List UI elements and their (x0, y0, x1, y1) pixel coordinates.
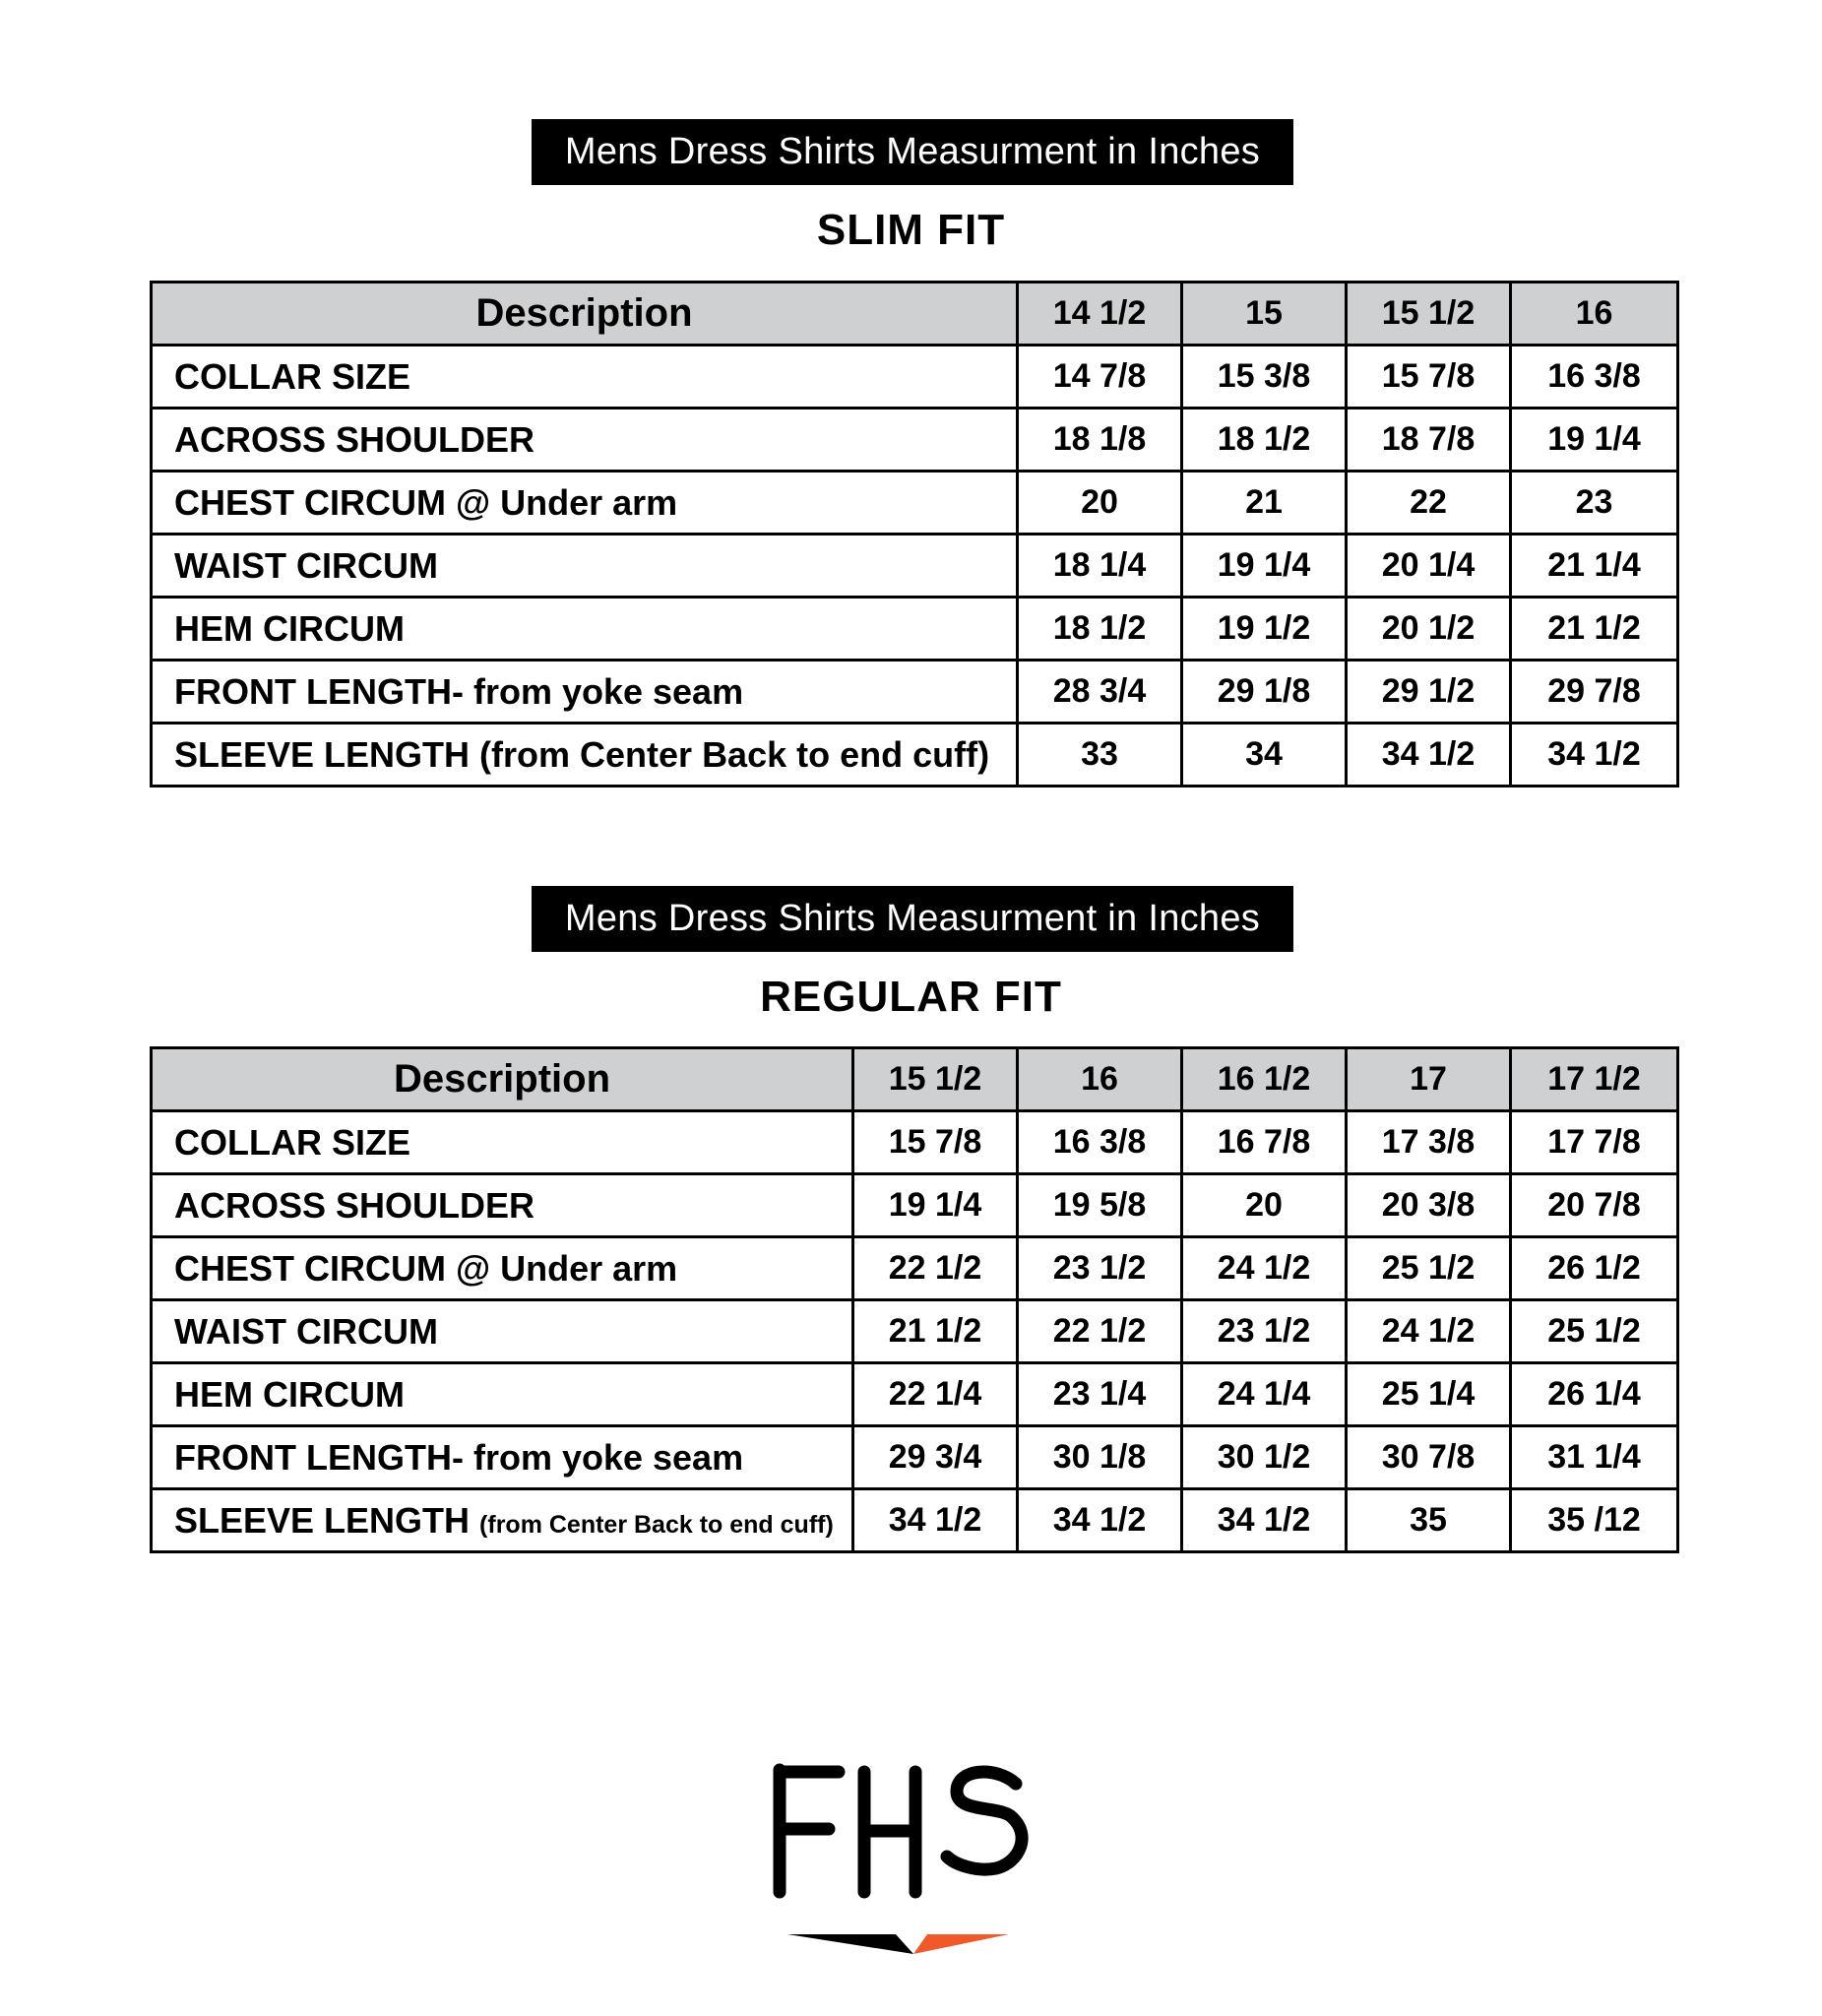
slim-banner: Mens Dress Shirts Measurment in Inches (532, 119, 1293, 185)
description-header: Description (152, 283, 1018, 346)
measurement-cell: 25 1/2 (1511, 1300, 1678, 1363)
row-label (152, 1300, 853, 1363)
row-label-text: ACROSS SHOULDER (174, 1184, 535, 1226)
measurement-cell: 20 7/8 (1511, 1174, 1678, 1237)
measurement-cell: 33 (1018, 724, 1182, 787)
regular-banner: Mens Dress Shirts Measurment in Inches (532, 886, 1293, 952)
description-header: Description (152, 1048, 853, 1111)
table-header-row (152, 283, 1678, 346)
measurement-cell: 25 1/4 (1347, 1363, 1511, 1426)
table-row (152, 472, 1678, 535)
measurement-cell: 15 7/8 (853, 1111, 1018, 1174)
row-label-text: HEM CIRCUM (174, 1373, 405, 1415)
regular-size-table (150, 1046, 1679, 1553)
measurement-cell: 15 3/8 (1182, 346, 1347, 409)
size-header: 15 1/2 (1347, 283, 1511, 346)
measurement-cell: 16 3/8 (1511, 346, 1678, 409)
measurement-cell: 29 1/8 (1182, 661, 1347, 724)
table-row (152, 1363, 1678, 1426)
size-header: 16 1/2 (1182, 1048, 1347, 1111)
measurement-cell: 23 1/2 (1018, 1237, 1182, 1300)
measurement-cell: 34 1/2 (1511, 724, 1678, 787)
row-label-text: SLEEVE LENGTH (from Center Back to end cuff) (174, 733, 990, 775)
measurement-cell: 23 1/4 (1018, 1363, 1182, 1426)
row-label (152, 535, 1018, 598)
measurement-cell: 34 1/2 (853, 1489, 1018, 1552)
row-label-text: COLLAR SIZE (174, 355, 410, 397)
table-header-row (152, 1048, 1678, 1111)
measurement-cell: 19 1/4 (1511, 409, 1678, 472)
measurement-cell: 31 1/4 (1511, 1426, 1678, 1489)
size-header: 14 1/2 (1018, 283, 1182, 346)
measurement-cell: 22 1/2 (1018, 1300, 1182, 1363)
row-label-text: ACROSS SHOULDER (174, 418, 535, 460)
row-label-text: COLLAR SIZE (174, 1121, 410, 1163)
measurement-cell: 35 (1347, 1489, 1511, 1552)
measurement-cell: 17 7/8 (1511, 1111, 1678, 1174)
measurement-cell: 24 1/2 (1182, 1237, 1347, 1300)
table-row (152, 1111, 1678, 1174)
row-label-text: WAIST CIRCUM (174, 1310, 438, 1352)
measurement-cell: 26 1/4 (1511, 1363, 1678, 1426)
measurement-cell: 30 1/2 (1182, 1426, 1347, 1489)
row-label (152, 598, 1018, 661)
table-row (152, 724, 1678, 787)
row-label-note: (from Center Back to end cuff) (479, 1510, 834, 1539)
measurement-cell: 18 7/8 (1347, 409, 1511, 472)
size-header: 16 (1511, 283, 1678, 346)
measurement-cell: 34 (1182, 724, 1347, 787)
measurement-cell: 18 1/4 (1018, 535, 1182, 598)
row-label-text: CHEST CIRCUM @ Under arm (174, 1247, 678, 1289)
measurement-cell: 28 3/4 (1018, 661, 1182, 724)
measurement-cell: 23 1/2 (1182, 1300, 1347, 1363)
measurement-cell: 25 1/2 (1347, 1237, 1511, 1300)
measurement-cell: 17 3/8 (1347, 1111, 1511, 1174)
measurement-cell: 29 3/4 (853, 1426, 1018, 1489)
measurement-cell: 21 1/4 (1511, 535, 1678, 598)
row-label-text: SLEEVE LENGTH (174, 1499, 480, 1541)
row-label-text: CHEST CIRCUM @ Under arm (174, 481, 678, 523)
row-label (152, 661, 1018, 724)
regular-fit-title: REGULAR FIT (760, 973, 1062, 1021)
measurement-cell: 34 1/2 (1347, 724, 1511, 787)
measurement-cell: 16 7/8 (1182, 1111, 1347, 1174)
measurement-cell: 29 1/2 (1347, 661, 1511, 724)
row-label (152, 472, 1018, 535)
measurement-cell: 22 (1347, 472, 1511, 535)
measurement-cell: 29 7/8 (1511, 661, 1678, 724)
measurement-cell: 21 (1182, 472, 1347, 535)
measurement-cell: 16 3/8 (1018, 1111, 1182, 1174)
measurement-cell: 24 1/2 (1347, 1300, 1511, 1363)
measurement-cell: 19 1/4 (1182, 535, 1347, 598)
measurement-cell: 14 7/8 (1018, 346, 1182, 409)
size-header: 17 (1347, 1048, 1511, 1111)
measurement-cell: 20 (1182, 1174, 1347, 1237)
measurement-cell: 26 1/2 (1511, 1237, 1678, 1300)
slim-fit-title: SLIM FIT (816, 206, 1006, 254)
table-row (152, 661, 1678, 724)
size-header: 15 1/2 (853, 1048, 1018, 1111)
measurement-cell: 18 1/8 (1018, 409, 1182, 472)
row-label (152, 724, 1018, 787)
measurement-cell: 20 3/8 (1347, 1174, 1511, 1237)
row-label-text: HEM CIRCUM (174, 607, 405, 649)
row-label (152, 346, 1018, 409)
row-label-text: FRONT LENGTH- from yoke seam (174, 670, 744, 712)
table-row (152, 1426, 1678, 1489)
measurement-cell: 35 /12 (1511, 1489, 1678, 1552)
measurement-cell: 30 1/8 (1018, 1426, 1182, 1489)
size-header: 15 (1182, 283, 1347, 346)
row-label-text: WAIST CIRCUM (174, 544, 438, 586)
table-row (152, 1489, 1678, 1552)
row-label (152, 1174, 853, 1237)
row-label (152, 1426, 853, 1489)
table-row (152, 1300, 1678, 1363)
measurement-cell: 21 1/2 (1511, 598, 1678, 661)
row-label (152, 409, 1018, 472)
row-label-text: FRONT LENGTH- from yoke seam (174, 1436, 744, 1478)
measurement-cell: 22 1/4 (853, 1363, 1018, 1426)
measurement-cell: 34 1/2 (1182, 1489, 1347, 1552)
row-label (152, 1111, 853, 1174)
measurement-cell: 18 1/2 (1182, 409, 1347, 472)
fhs-logo (768, 1762, 1063, 1979)
measurement-cell: 19 5/8 (1018, 1174, 1182, 1237)
table-row (152, 1174, 1678, 1237)
measurement-cell: 19 1/4 (853, 1174, 1018, 1237)
measurement-cell: 23 (1511, 472, 1678, 535)
size-header: 16 (1018, 1048, 1182, 1111)
measurement-cell: 30 7/8 (1347, 1426, 1511, 1489)
size-header: 17 1/2 (1511, 1048, 1678, 1111)
measurement-cell: 20 1/2 (1347, 598, 1511, 661)
slim-size-table (150, 281, 1679, 788)
measurement-cell: 22 1/2 (853, 1237, 1018, 1300)
table-row (152, 346, 1678, 409)
table-row (152, 409, 1678, 472)
measurement-cell: 34 1/2 (1018, 1489, 1182, 1552)
measurement-cell: 15 7/8 (1347, 346, 1511, 409)
table-row (152, 1237, 1678, 1300)
measurement-cell: 19 1/2 (1182, 598, 1347, 661)
row-label (152, 1237, 853, 1300)
measurement-cell: 20 1/4 (1347, 535, 1511, 598)
table-row (152, 535, 1678, 598)
table-row (152, 598, 1678, 661)
measurement-cell: 20 (1018, 472, 1182, 535)
measurement-cell: 18 1/2 (1018, 598, 1182, 661)
measurement-cell: 21 1/2 (853, 1300, 1018, 1363)
measurement-cell: 24 1/4 (1182, 1363, 1347, 1426)
row-label (152, 1489, 853, 1552)
row-label (152, 1363, 853, 1426)
